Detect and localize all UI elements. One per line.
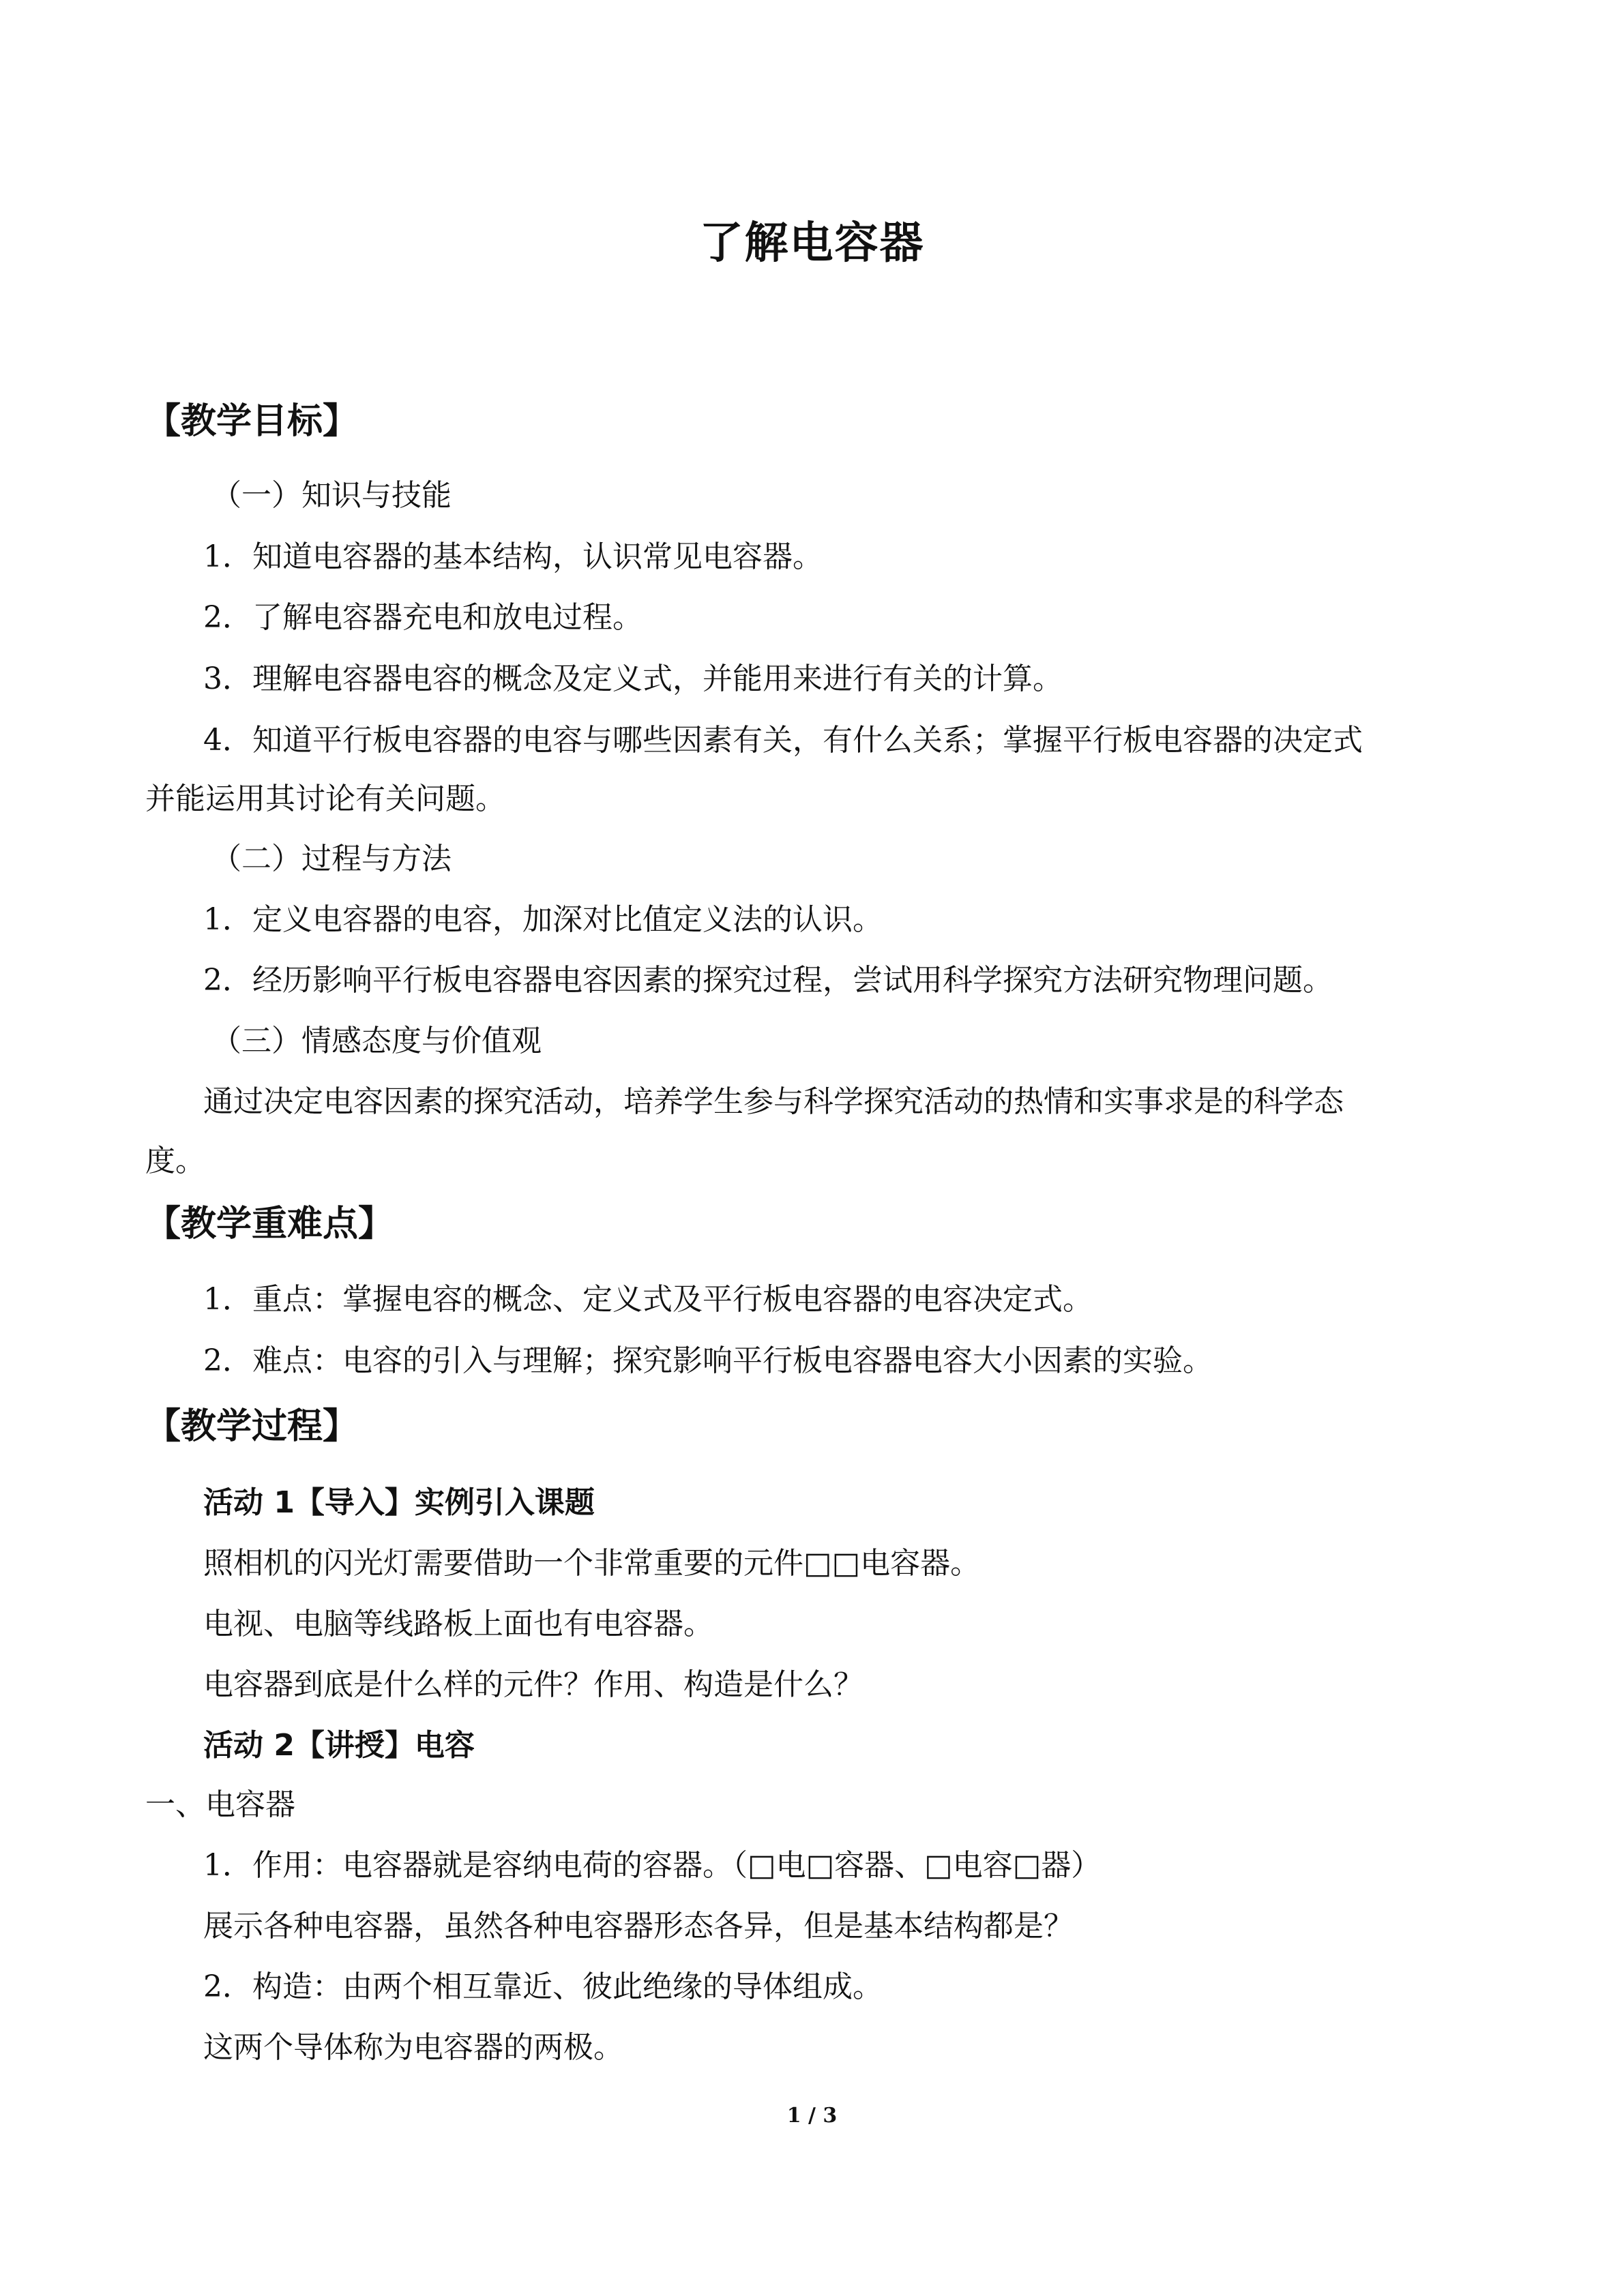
section-heading-process: 【教学过程】: [145, 1406, 359, 1447]
objective-item-2: 2．了解电容器充电和放电过程。: [203, 600, 643, 635]
attitude-paragraph-line-2: 度。: [145, 1144, 205, 1178]
activity-2-heading: 活动 2【讲授】电容: [203, 1728, 475, 1763]
part-1-item-1: 1．作用：电容器就是容纳电荷的容器。（□电□容器、□电容□器）: [203, 1848, 1102, 1883]
attitude-paragraph-line-1: 通过决定电容因素的探究活动，培养学生参与科学探究活动的热情和实事求是的科学态: [203, 1084, 1344, 1119]
objective-item-5: 1．定义电容器的电容，加深对比值定义法的认识。: [203, 902, 883, 937]
page-number: 1 / 3: [786, 2104, 838, 2128]
objective-item-4-line-2: 并能运用其讨论有关问题。: [145, 781, 505, 816]
objective-item-3: 3．理解电容器电容的概念及定义式，并能用来进行有关的计算。: [203, 661, 1063, 696]
activity-1-heading: 活动 1【导入】实例引入课题: [203, 1485, 595, 1520]
part-1-heading: 一、电容器: [145, 1787, 295, 1822]
subheading-attitude: （三）情感态度与价值观: [211, 1024, 542, 1058]
key-point-item-2: 2．难点：电容的引入与理解；探究影响平行板电容器电容大小因素的实验。: [203, 1343, 1213, 1378]
objective-item-6: 2．经历影响平行板电容器电容因素的探究过程，尝试用科学探究方法研究物理问题。: [203, 963, 1333, 998]
activity-1-line-3: 电容器到底是什么样的元件？作用、构造是什么？: [203, 1667, 863, 1702]
part-1-item-2: 2．构造：由两个相互靠近、彼此绝缘的导体组成。: [203, 1969, 883, 2004]
activity-1-line-1: 照相机的闪光灯需要借助一个非常重要的元件□□电容器。: [203, 1546, 981, 1581]
objective-item-1: 1．知道电容器的基本结构，认识常见电容器。: [203, 539, 823, 574]
activity-1-line-2: 电视、电脑等线路板上面也有电容器。: [203, 1607, 713, 1641]
objective-item-4-line-1: 4．知道平行板电容器的电容与哪些因素有关，有什么关系；掌握平行板电容器的决定式: [203, 723, 1363, 758]
section-heading-objectives: 【教学目标】: [145, 401, 359, 442]
subheading-process-method: （二）过程与方法: [211, 841, 452, 876]
page-title: 了解电容器: [699, 218, 925, 269]
part-1-line-4: 这两个导体称为电容器的两极。: [203, 2030, 623, 2065]
subheading-knowledge: （一）知识与技能: [211, 478, 452, 513]
key-point-item-1: 1．重点：掌握电容的概念、定义式及平行板电容器的电容决定式。: [203, 1282, 1093, 1317]
part-1-line-2: 展示各种电容器，虽然各种电容器形态各异，但是基本结构都是？: [203, 1909, 1074, 1943]
section-heading-key-points: 【教学重难点】: [145, 1204, 394, 1244]
